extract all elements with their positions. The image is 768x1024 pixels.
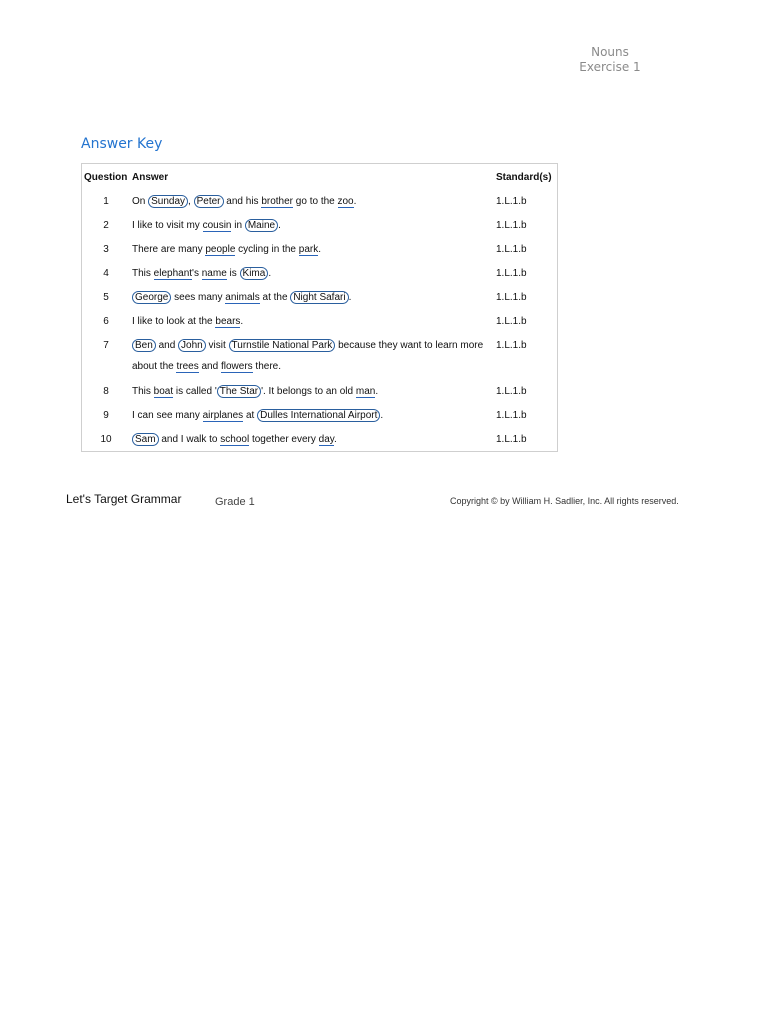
sentence-text: go to the: [293, 196, 338, 207]
footer-grade: Grade 1: [215, 496, 255, 508]
sentence-text: together every: [249, 434, 319, 445]
sentence-text: and his: [223, 196, 262, 207]
proper-noun-circled: John: [178, 339, 206, 352]
sentence-text: 's: [192, 268, 202, 279]
sentence-text: .: [240, 316, 244, 327]
question-number: 5: [103, 292, 109, 303]
proper-noun-circled: Sunday: [148, 195, 188, 208]
header-exercise: Exercise 1: [579, 60, 641, 74]
sentence-text: I like to visit my: [132, 220, 203, 231]
proper-noun-circled: Turnstile National Park: [229, 339, 336, 352]
common-noun-underlined: airplanes: [202, 410, 244, 421]
sentence-text: '. It belongs to an old: [261, 386, 356, 397]
answer-sentence: [132, 335, 484, 377]
answer-sentence: [132, 311, 484, 332]
proper-noun-circled: Sam: [132, 433, 159, 446]
sentence-text: cycling in the: [235, 244, 299, 255]
sentence-text: ,: [188, 196, 194, 207]
sentence-text: and: [155, 340, 179, 351]
standard-code: 1.L.1.b: [496, 410, 527, 421]
common-noun-underlined: school: [220, 434, 250, 445]
standard-code: 1.L.1.b: [496, 220, 527, 231]
sentence-text: .: [348, 292, 352, 303]
proper-noun-circled: Maine: [245, 219, 278, 232]
sentence-text: and: [198, 361, 221, 372]
answer-key-title: Answer Key: [81, 136, 163, 152]
sentence-text: sees many: [171, 292, 226, 303]
common-noun-underlined: animals: [225, 292, 260, 303]
common-noun-underlined: elephant: [153, 268, 193, 279]
question-number: 6: [103, 316, 109, 327]
sentence-text: I like to look at the: [132, 316, 216, 327]
proper-noun-circled: Kima: [240, 267, 269, 280]
question-number: 10: [100, 434, 112, 445]
proper-noun-circled: Night Safari: [290, 291, 348, 304]
proper-noun-circled: George: [132, 291, 171, 304]
column-header-answer: Answer: [132, 172, 169, 183]
sentence-text: This: [132, 268, 154, 279]
proper-noun-circled: The Star: [217, 385, 261, 398]
sentence-text: visit: [205, 340, 229, 351]
proper-noun-circled: Ben: [132, 339, 156, 352]
sentence-text: I can see many: [132, 410, 203, 421]
sentence-text: in: [231, 220, 245, 231]
sentence-text: .: [334, 434, 337, 445]
answer-sentence: [132, 191, 484, 212]
question-number: 2: [103, 220, 109, 231]
common-noun-underlined: park: [298, 244, 319, 255]
answer-sentence: [132, 405, 484, 426]
sentence-text: is called ': [173, 386, 217, 397]
sentence-text: at: [243, 410, 258, 421]
sentence-text: .: [318, 244, 322, 255]
standard-code: 1.L.1.b: [496, 268, 527, 279]
column-header-standard: Standard(s): [496, 172, 552, 183]
question-number: 9: [103, 410, 109, 421]
sentence-text: because they want to learn more about the: [132, 340, 484, 372]
sentence-text: There are many: [132, 244, 206, 255]
standard-code: 1.L.1.b: [496, 292, 527, 303]
question-number: 3: [103, 244, 109, 255]
sentence-text: and I walk to: [158, 434, 221, 445]
common-noun-underlined: man: [355, 386, 376, 397]
answer-sentence: [132, 239, 484, 260]
header-topic: Nouns: [591, 45, 629, 59]
question-number: 1: [103, 196, 109, 207]
answer-sentence: [132, 429, 484, 450]
common-noun-underlined: flowers: [220, 361, 253, 372]
standard-code: 1.L.1.b: [496, 244, 527, 255]
common-noun-underlined: cousin: [202, 220, 232, 231]
sentence-text: .: [380, 410, 384, 421]
standard-code: 1.L.1.b: [496, 434, 527, 445]
proper-noun-circled: Dulles International Airport: [257, 409, 380, 422]
common-noun-underlined: brother: [261, 196, 294, 207]
common-noun-underlined: boat: [153, 386, 174, 397]
sentence-text: On: [132, 196, 149, 207]
sentence-text: This: [132, 386, 154, 397]
answer-sentence: [132, 215, 484, 236]
column-header-question: Question: [84, 172, 128, 183]
common-noun-underlined: day: [318, 434, 335, 445]
footer-series: Let's Target Grammar: [66, 492, 182, 506]
footer-copyright: Copyright © by William H. Sadlier, Inc. All rights reserved.: [450, 496, 679, 506]
sentence-text: .: [278, 220, 281, 231]
sentence-text: .: [375, 386, 379, 397]
answer-sentence: [132, 381, 484, 402]
standard-code: 1.L.1.b: [496, 316, 527, 327]
question-number: 4: [103, 268, 109, 279]
standard-code: 1.L.1.b: [496, 340, 527, 351]
sentence-text: .: [353, 196, 357, 207]
proper-noun-circled: Peter: [194, 195, 224, 208]
common-noun-underlined: zoo: [337, 196, 354, 207]
common-noun-underlined: people: [205, 244, 236, 255]
question-number: 7: [103, 340, 109, 351]
standard-code: 1.L.1.b: [496, 196, 527, 207]
sentence-text: there.: [252, 361, 282, 372]
common-noun-underlined: name: [201, 268, 227, 279]
page-header: [560, 45, 660, 75]
common-noun-underlined: bears: [215, 316, 241, 327]
answer-sentence: [132, 263, 484, 284]
common-noun-underlined: trees: [176, 361, 199, 372]
sentence-text: .: [268, 268, 272, 279]
sentence-text: is: [226, 268, 240, 279]
answer-sentence: [132, 287, 484, 308]
question-number: 8: [103, 386, 109, 397]
standard-code: 1.L.1.b: [496, 386, 527, 397]
sentence-text: at the: [259, 292, 291, 303]
